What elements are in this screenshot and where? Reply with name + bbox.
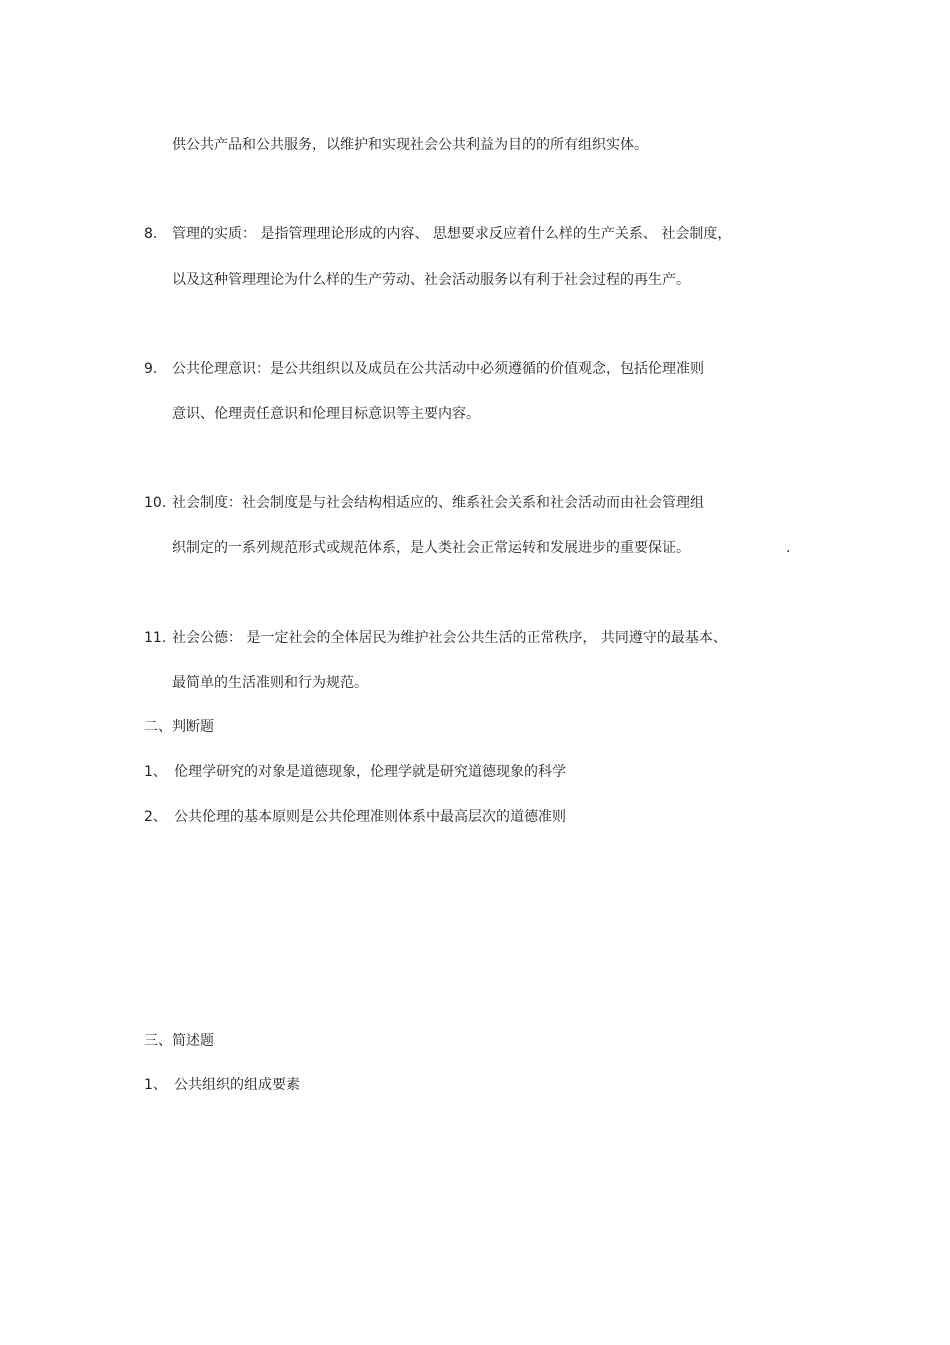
definition-number: 8. — [144, 226, 158, 242]
trailing-mark: . — [786, 540, 791, 556]
definition-number: 10. — [144, 495, 167, 511]
definition-line: 社会公德： 是一定社会的全体居民为维护社会公共生活的正常秩序， 共同遵守的最基本、 — [172, 630, 727, 646]
definition-number: 11. — [144, 630, 167, 646]
question-text: 公共组织的组成要素 — [174, 1077, 300, 1093]
question-text: 公共伦理的基本原则是公共伦理准则体系中最高层次的道德准则 — [174, 809, 566, 825]
definition-line: 公共伦理意识：是公共组织以及成员在公共活动中必须遵循的价值观念，包括伦理准则 — [172, 361, 704, 377]
section-heading: 三、简述题 — [144, 1033, 214, 1049]
definition-line: 以及这种管理理论为什么样的生产劳动、社会活动服务以有利于社会过程的再生产。 — [172, 272, 690, 288]
section-heading: 二、判断题 — [144, 719, 214, 735]
question-number: 1、 — [144, 764, 167, 780]
definition-line: 最简单的生活准则和行为规范。 — [172, 675, 368, 691]
question-number: 2、 — [144, 809, 167, 825]
definition-line: 意识、伦理责任意识和伦理目标意识等主要内容。 — [172, 406, 480, 422]
definition-line: 织制定的一系列规范形式或规范体系，是人类社会正常运转和发展进步的重要保证。 — [172, 540, 690, 556]
definition-line: 社会制度：社会制度是与社会结构相适应的、维系社会关系和社会活动而由社会管理组 — [172, 495, 704, 511]
question-number: 1、 — [144, 1077, 167, 1093]
definition-line: 管理的实质： 是指管理理论形成的内容、 思想要求反应着什么样的生产关系、 社会制度， — [172, 226, 732, 242]
definition-number: 9. — [144, 361, 158, 377]
continuation-text: 供公共产品和公共服务，以维护和实现社会公共利益为目的的所有组织实体。 — [172, 137, 648, 153]
question-text: 伦理学研究的对象是道德现象，伦理学就是研究道德现象的科学 — [174, 764, 566, 780]
